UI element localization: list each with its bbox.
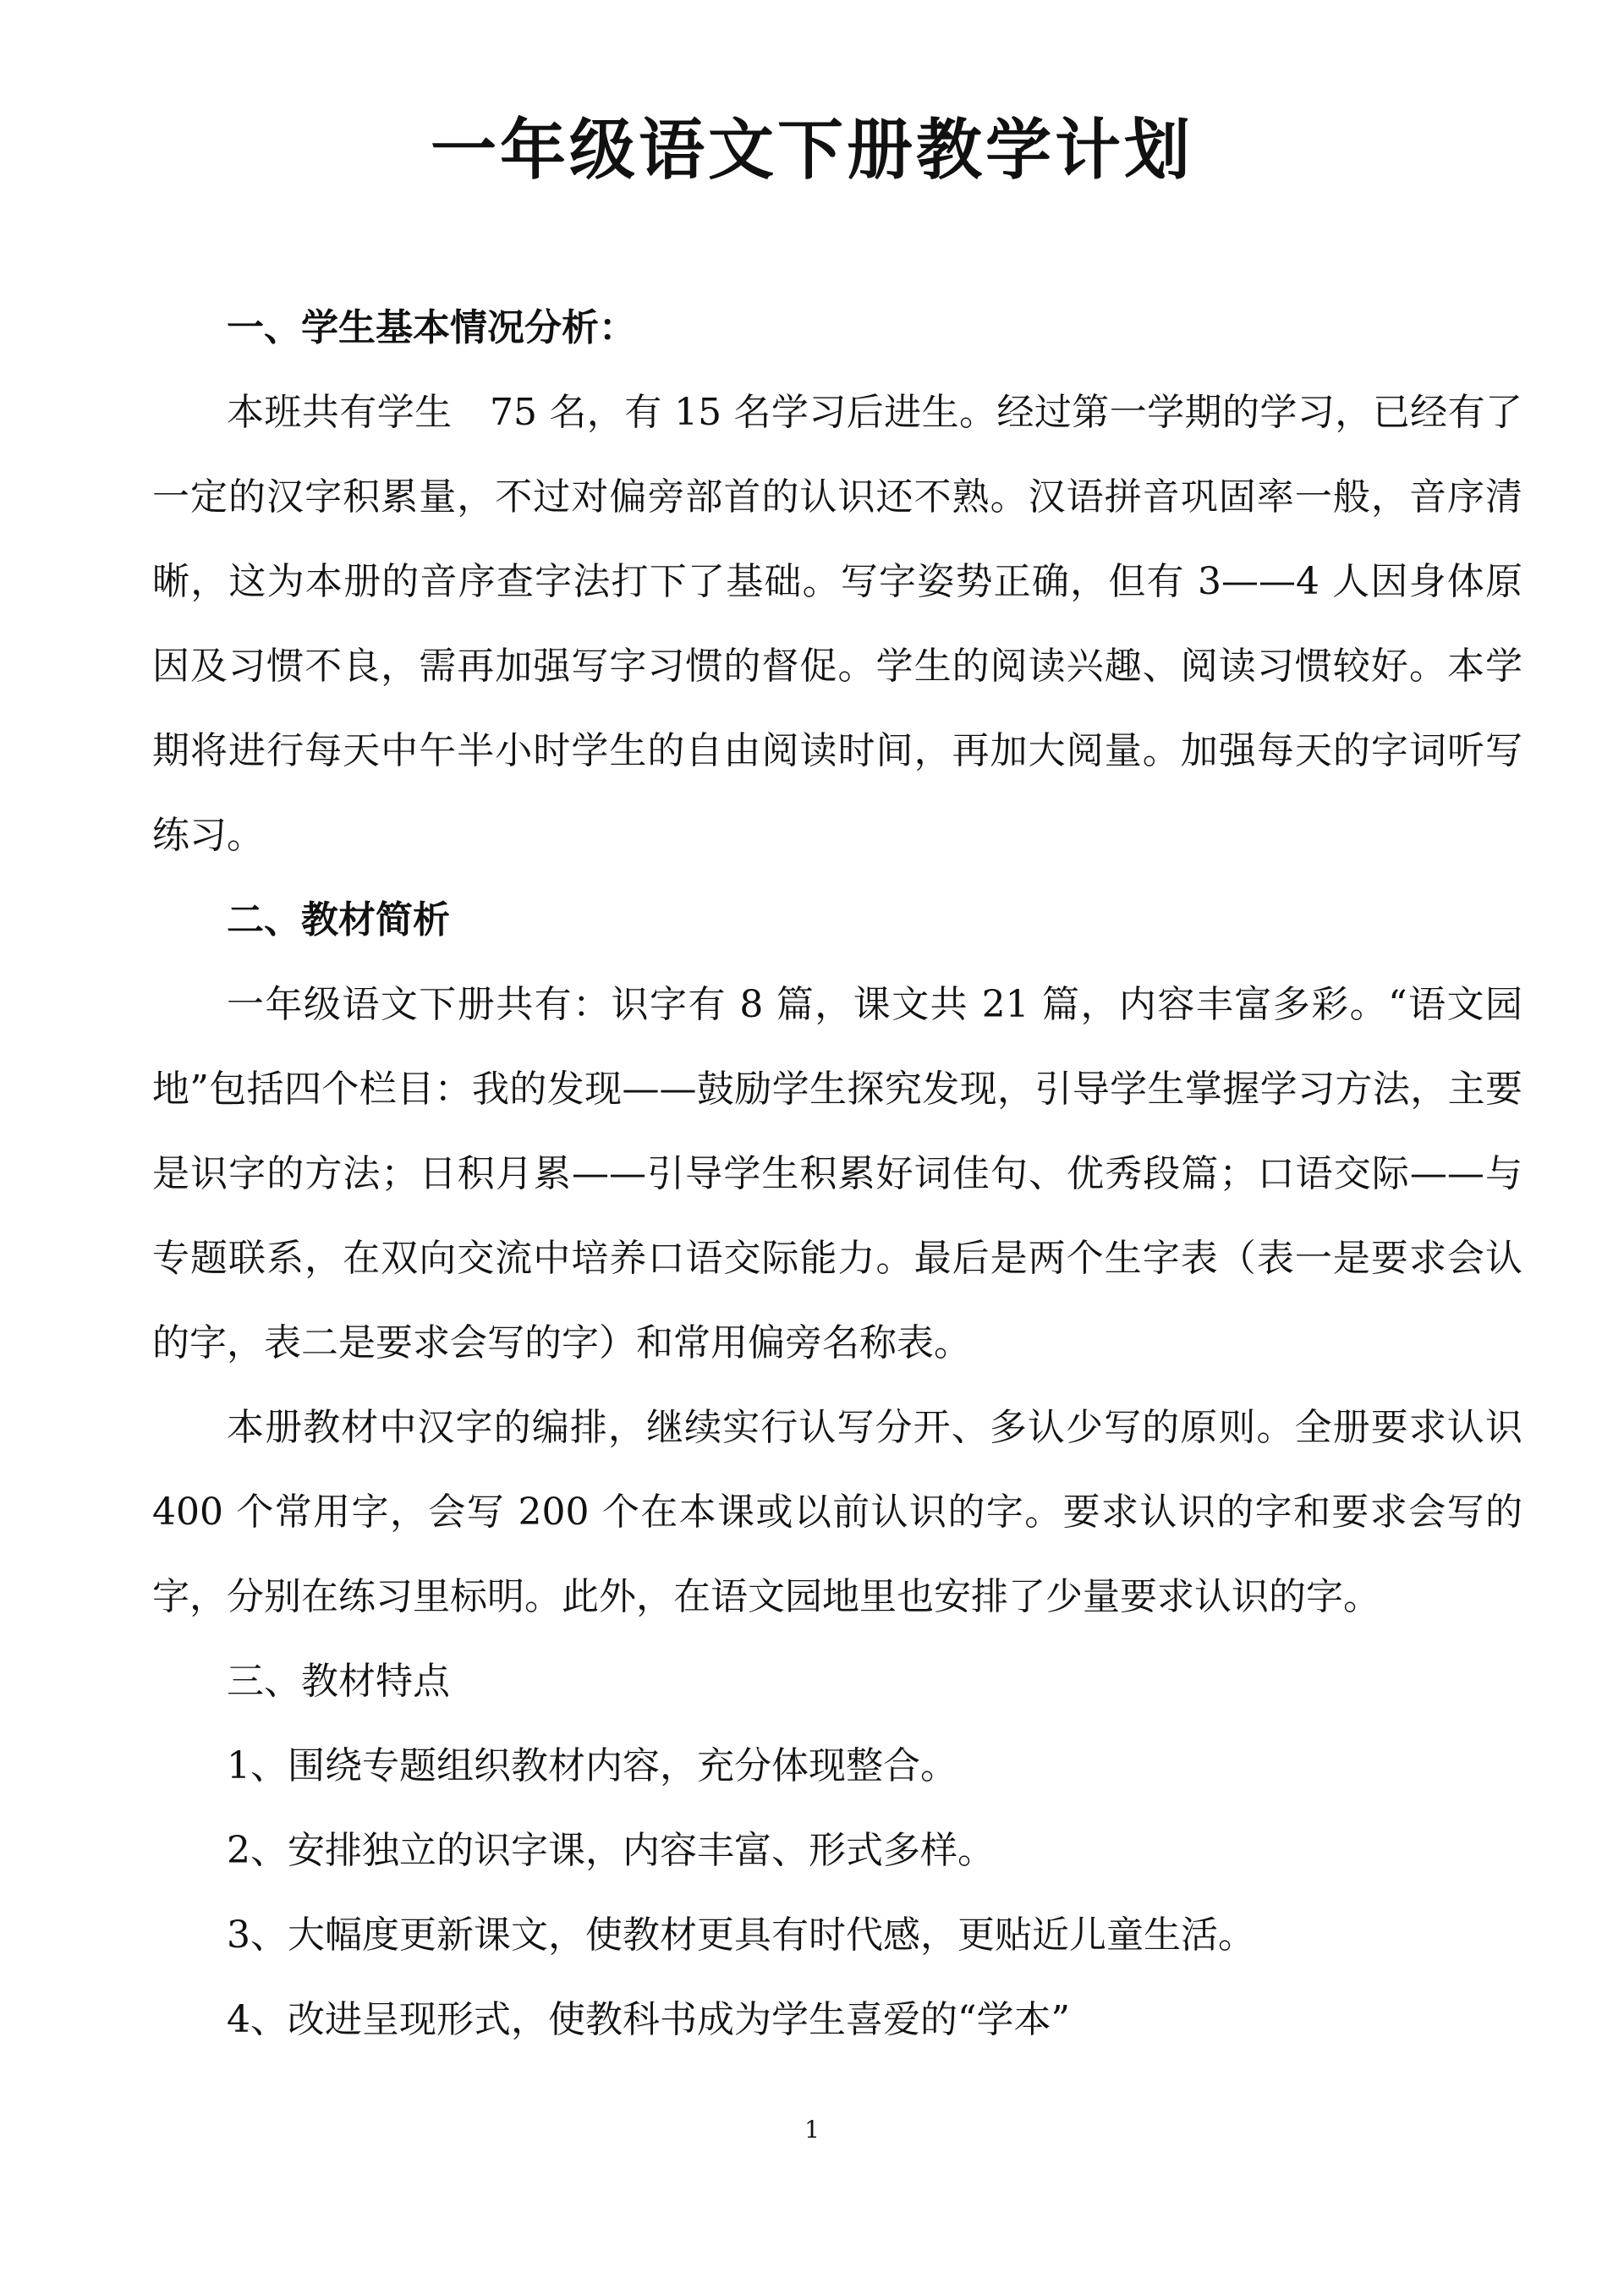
feature-list-item: 2、安排独立的识字课，内容丰富、形式多样。 <box>227 1829 995 1872</box>
section-heading-student-analysis: 一、学生基本情况分析： <box>227 306 636 349</box>
textbook-analysis-paragraph-1: 一年级语文下册共有：识字有 8 篇，课文共 21 篇，内容丰富多彩。“语文园地”包括四个栏目：我的发现——鼓励学生探究发现，引导学生掌握学习方法，主要是识字的方法；日积月累——引导学生积累好词佳句、优秀段篇；口语交际——与专题联系，在双向交流中培养口语交际能力。最后是两个生字表（表一是要求会认的字，表二是要求会写的字）和常用偏旁名称表。 <box>152 983 1522 1364</box>
section-heading-textbook-analysis: 二、教材简析 <box>227 898 450 942</box>
section-heading-textbook-features: 三、教材特点 <box>227 1660 450 1703</box>
document-title: 一年级语文下册教学计划 <box>430 112 1193 189</box>
textbook-analysis-paragraph-2: 本册教材中汉字的编排，继续实行认写分开、多认少写的原则。全册要求认识 400 个常用字，会写 200 个在本课或以前认识的字。要求认识的字和要求会写的字，分别在练习里标明。此外，在语文园地里也安排了少量要求认识的字。 <box>152 1406 1522 1618</box>
feature-list-item: 1、围绕专题组织教材内容，充分体现整合。 <box>227 1744 957 1787</box>
document-body <box>152 286 1522 2062</box>
feature-list-item: 3、大幅度更新课文，使教材更具有时代感，更贴近儿童生活。 <box>227 1913 1255 1957</box>
feature-list-item: 4、改进呈现形式，使教科书成为学生喜爱的“学本” <box>227 1998 1070 2041</box>
page-number: 1 <box>804 2116 820 2144</box>
student-analysis-paragraph: 本班共有学生 75 名，有 15 名学习后进生。经过第一学期的学习，已经有了一定的汉字积累量，不过对偏旁部首的认识还不熟。汉语拼音巩固率一般，音序清晰，这为本册的音序查字法打下了基础。写字姿势正确，但有 3——4 人因身体原因及习惯不良，需再加强写字习惯的督促。学生的阅读兴趣、阅读习惯较好。本学期将进行每天中午半小时学生的自由阅读时间，再加大阅量。加强每天的字词听写练习。 <box>152 391 1522 857</box>
